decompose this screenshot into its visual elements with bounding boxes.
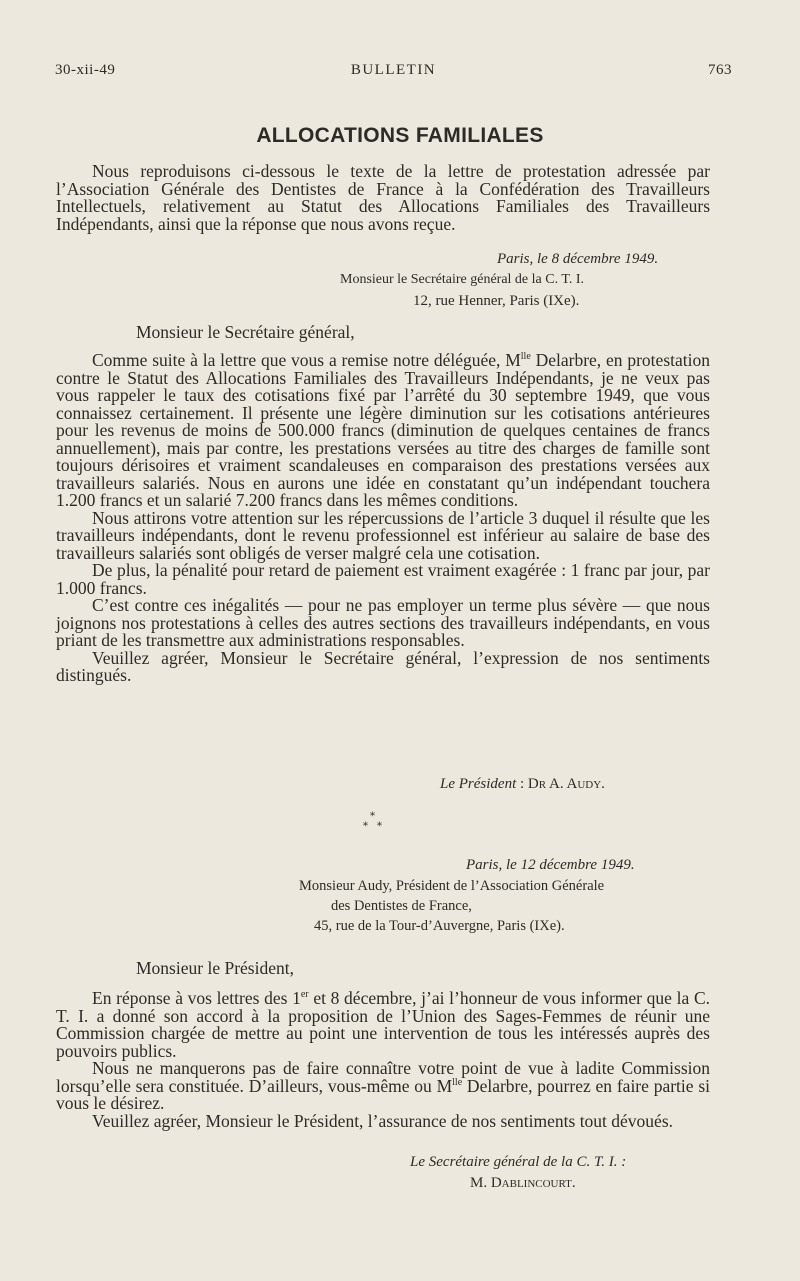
letter1-paragraph-1: Comme suite à la lettre que vous a remise notre déléguée, $M^{lle}$ Delarbre, en protestation contre le Statut des Allocations Familiales des Travailleurs Indépendants, je ne veux pas vous rappeler le taux des cotisations fixé par l’arrêté du 30 septembre 1949, que vous connaissez certainement. Il présente une légère diminution sur les cotisations antérieures pour les revenus de moins de 500.000 francs (diminution de quelques centaines de francs annuellement), mais par contre, les prestations versées au titre des charges de famille sont toujours dérisoires et vraiment scandaleuses en comparaison des prestations versées aux travailleurs salariés. Nous en aurons une idée en constatant qu’un indépendant touchera 1.200 francs et un salarié 7.200 francs dans les mêmes conditions.	[56, 350, 710, 510]
letter2-body	[56, 990, 710, 1130]
section-separator-asterism	[360, 812, 390, 842]
letter2-recipient-line2: des Dentistes de France,	[331, 898, 472, 914]
letter2-recipient-line3: 45, rue de la Tour-d’Auvergne, Paris (IXe).	[314, 918, 565, 934]
letter1-salutation: Monsieur le Secrétaire général,	[136, 322, 355, 342]
letter1-signature-role: Le Président	[440, 776, 517, 792]
letter2-paragraph-1: En réponse à vos lettres des 1er et 8 décembre, j’ai l’honneur de vous informer que la C. T. I. a donné son accord à la proposition de l’Union des Sages-Femmes de réunir une Commission chargée de mettre au point une intervention de tous les intéressés auprès des pouvoirs publics.	[56, 988, 710, 1061]
intro-paragraph-block	[56, 163, 710, 233]
letter1-recipient-line1: Monsieur le Secrétaire général de la C. T. I.	[340, 272, 584, 287]
letter2-paragraph-2: Nous ne manquerons pas de faire connaître votre point de vue à ladite Commission lorsqu’elle sera constituée. D’ailleurs, vous-même ou $M^{lle}$ Delarbre, pourrez en faire partie si vous le désirez.	[56, 1058, 710, 1113]
intro-paragraph: Nous reproduisons ci-dessous le texte de la lettre de protestation adressée par l’Association Générale des Dentistes de France à la Confédération des Travailleurs Intellectuels, relativement au Statut des Allocations Familiales des Travailleurs Indépendants, ainsi que la réponse que nous avons reçue.	[56, 161, 710, 234]
letter1-paragraph-5: Veuillez agréer, Monsieur le Secrétaire général, l’expression de nos sentiments distingués.	[56, 647, 710, 685]
letter2-recipient-line1: Monsieur Audy, Président de l’Association Générale	[299, 878, 605, 894]
letter1-paragraph-3: De plus, la pénalité pour retard de paiement est vraiment exagérée : 1 franc par jour, par 1.000 francs.	[56, 560, 710, 598]
letter1-paragraph-2: Nous attirons votre attention sur les répercussions de l’article 3 duquel il résulte que les travailleurs indépendants, dont le revenu professionnel est inférieur au salaire de base des travailleurs salariés sont obligés de verser malgré cela une cotisation.	[56, 507, 710, 563]
letter1-recipient-line2: 12, rue Henner, Paris (IXe).	[413, 293, 580, 309]
running-header	[55, 62, 732, 82]
page-number: 763	[708, 62, 732, 78]
letter1-body	[56, 352, 710, 685]
letter2-paragraph-3: Veuillez agréer, Monsieur le Président, l’assurance de nos sentiments tout dévoués.	[92, 1110, 674, 1131]
letter2-signature-name: M. Dablincourt.	[470, 1175, 576, 1191]
letter2-salutation: Monsieur le Président,	[136, 958, 294, 978]
asterisk-icon: *	[370, 811, 375, 822]
article-title: ALLOCATIONS FAMILIALES	[256, 124, 544, 147]
letter1-dateline: Paris, le 8 décembre 1949.	[497, 251, 659, 267]
letter1-signature-name: : Dr A. Audy.	[520, 776, 605, 792]
header-date: 30-xii-49	[55, 62, 116, 78]
asterisk-icon: *	[377, 821, 382, 832]
letter1-signature	[440, 776, 605, 793]
asterisk-icon: *	[363, 821, 368, 832]
header-journal-name: BULLETIN	[350, 62, 437, 78]
letter1-paragraph-4: C’est contre ces inégalités — pour ne pas employer un terme plus sévère — que nous joignons nos protestations à celles des autres sections des travailleurs indépendants, en vous priant de les transmettre aux administrations responsables.	[56, 595, 710, 650]
letter2-signature-role: Le Secrétaire général de la C. T. I. :	[410, 1154, 627, 1170]
letter2-dateline: Paris, le 12 décembre 1949.	[466, 857, 635, 873]
